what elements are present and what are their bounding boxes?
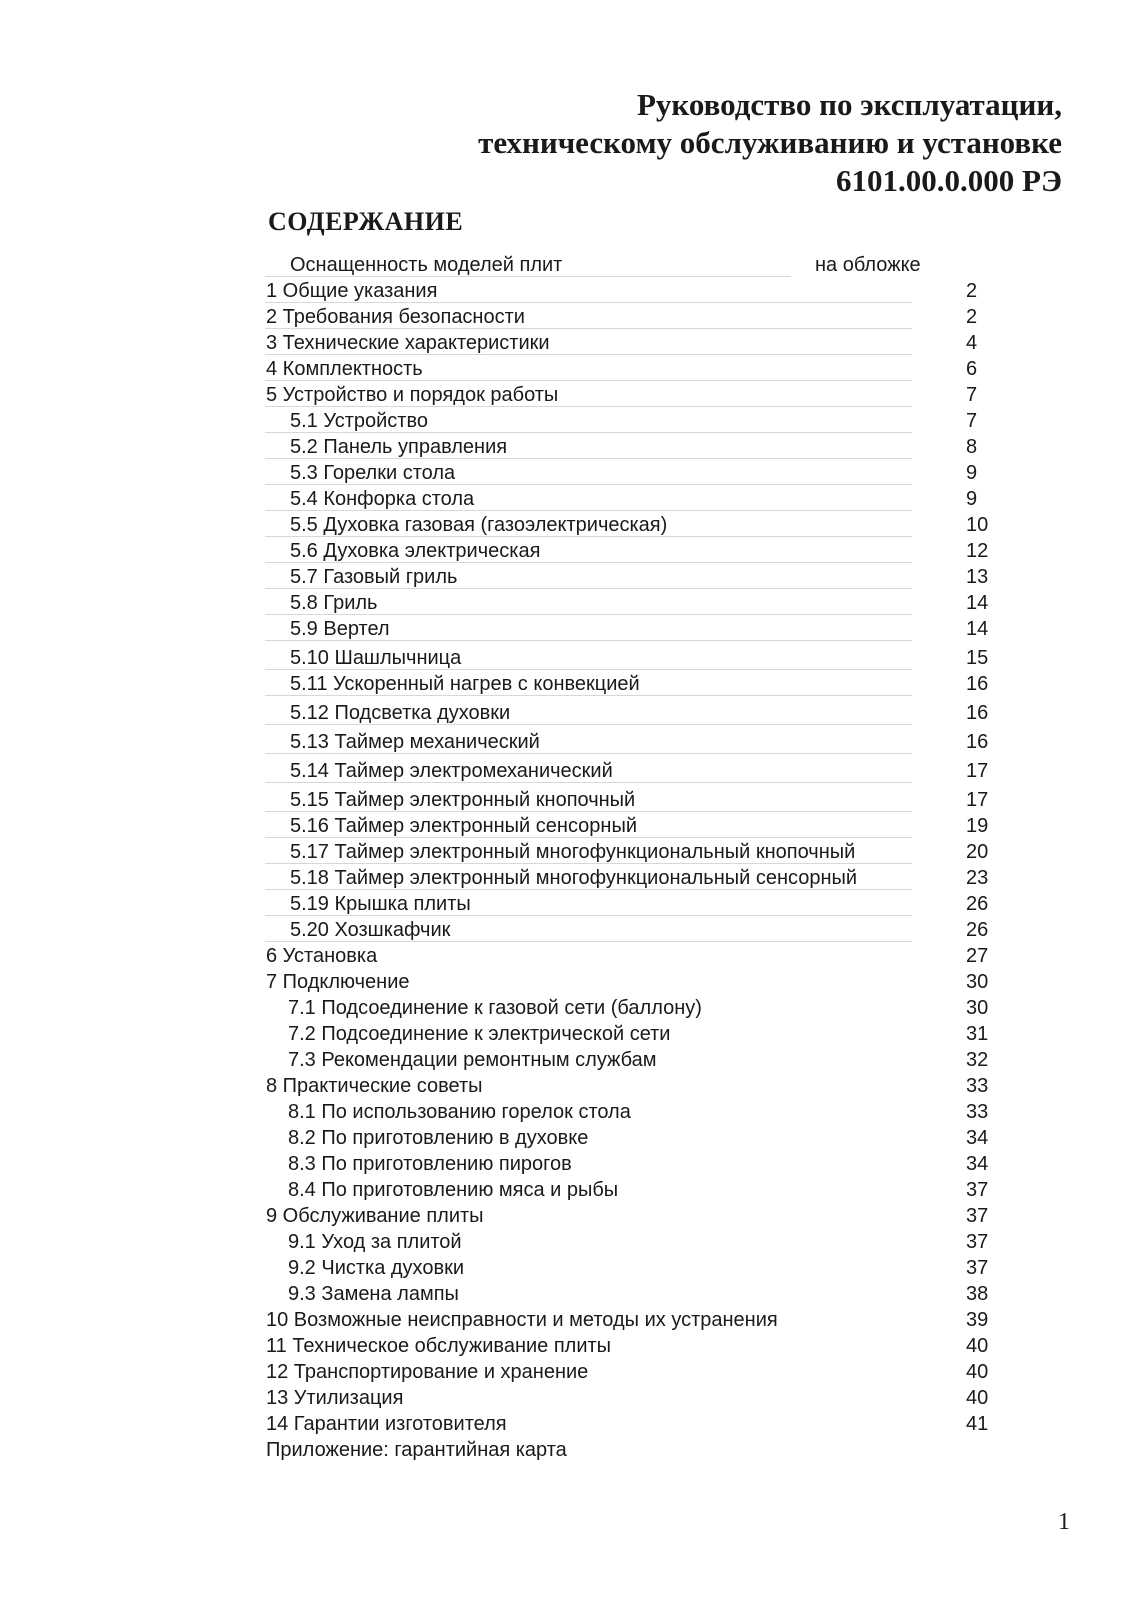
toc-entry-title: 3 Технические характеристики [266,332,550,354]
toc-entry-page: 17 [966,789,989,811]
toc-entry-title: 5.15 Таймер электронный кнопочный [290,789,636,811]
toc-entry-page: 10 [966,514,989,536]
toc-entry [0,1021,1132,1047]
toc-entry-page: 2 [966,306,978,328]
toc-entry [0,1359,1132,1385]
toc-entry-title: 5.1 Устройство [290,410,428,432]
toc-entry-title: 5.5 Духовка газовая (газоэлектрическая) [290,514,668,536]
toc-entry-page: 8 [966,436,978,458]
toc-entry-title: 13 Утилизация [266,1387,404,1409]
toc-entry-page: 26 [966,893,989,915]
toc-entry-title: 5.8 Гриль [290,592,378,614]
toc-entry [0,304,1132,330]
document-title-line-2: техническому обслуживанию и установке [478,125,1062,160]
toc-entry-page: 37 [966,1257,989,1279]
toc-entry-page: 19 [966,815,989,837]
toc-entry [0,252,1132,278]
toc-entry [0,330,1132,356]
toc-entry-page: 15 [966,647,989,669]
toc-entry-title: 5.9 Вертел [290,618,390,640]
toc-entry [0,758,1132,784]
toc-entry-page: 20 [966,841,989,863]
toc-entry-title: 8.2 По приготовлению в духовке [288,1127,589,1149]
toc-entry-page: 40 [966,1387,989,1409]
toc-entry-page: 12 [966,540,989,562]
toc-entry [0,356,1132,382]
toc-entry-page: 34 [966,1127,989,1149]
toc-entry-title: Приложение: гарантийная карта [266,1439,567,1461]
toc-entry [0,1151,1132,1177]
toc-entry [0,700,1132,726]
toc-entry-title: 5.10 Шашлычница [290,647,462,669]
toc-entry-title: Оснащенность моделей плит [290,254,563,276]
toc-entry-title: 5.18 Таймер электронный многофункциональный сенсорный [290,867,858,889]
toc-entry-page: 7 [966,410,978,432]
toc-entry [0,616,1132,642]
toc-entry-page: 37 [966,1231,989,1253]
toc-entry [0,865,1132,891]
toc-entry [0,538,1132,564]
toc-entry-page: 13 [966,566,989,588]
toc-entry-title: 7 Подключение [266,971,410,993]
toc-entry [0,1281,1132,1307]
toc-entry-title: 5.14 Таймер электромеханический [290,760,613,782]
toc-entry-page: 16 [966,731,989,753]
toc-entry [0,590,1132,616]
toc-entry [0,1307,1132,1333]
toc-entry-page: 6 [966,358,978,380]
toc-entry [0,645,1132,671]
toc-entry-page: 41 [966,1413,989,1435]
toc-entry [0,1385,1132,1411]
toc-entry [0,1255,1132,1281]
toc-entry [0,1177,1132,1203]
toc-entry-page: на обложке [815,254,921,276]
toc-entry [0,787,1132,813]
toc-entry-title: 5.19 Крышка плиты [290,893,471,915]
toc-entry-page: 7 [966,384,978,406]
toc-entry-page: 34 [966,1153,989,1175]
toc-entry-title: 9.2 Чистка духовки [288,1257,465,1279]
toc-entry-page: 14 [966,618,989,640]
toc-entry-page: 16 [966,702,989,724]
toc-entry [0,1073,1132,1099]
toc-entry [0,1437,1132,1463]
toc-entry [0,408,1132,434]
toc-entry [0,671,1132,697]
toc-entry-title: 5.20 Хозшкафчик [290,919,451,941]
toc-entry-page: 37 [966,1205,989,1227]
toc-entry-title: 8 Практические советы [266,1075,483,1097]
toc-entry [0,1333,1132,1359]
toc-entry-page: 40 [966,1335,989,1357]
toc-entry [0,1099,1132,1125]
page-number: 1 [1058,1509,1070,1535]
document-title-line-3: 6101.00.0.000 РЭ [836,163,1062,198]
toc-entry [0,512,1132,538]
toc-entry-title: 5.6 Духовка электрическая [290,540,541,562]
toc-entry-page: 30 [966,971,989,993]
toc-entry-page: 9 [966,462,978,484]
toc-entry-title: 5.11 Ускоренный нагрев с конвекцией [290,673,640,695]
toc-entry-title: 8.4 По приготовлению мяса и рыбы [288,1179,619,1201]
toc-entry-page: 37 [966,1179,989,1201]
toc-entry-page: 2 [966,280,978,302]
toc-entry-title: 10 Возможные неисправности и методы их устранения [266,1309,778,1331]
toc-entry-title: 11 Техническое обслуживание плиты [266,1335,612,1357]
toc-entry [0,1411,1132,1437]
toc-entry-title: 9 Обслуживание плиты [266,1205,484,1227]
toc-entry-title: 7.1 Подсоединение к газовой сети (баллону) [288,997,702,1019]
toc-entry [0,460,1132,486]
toc-entry-page: 33 [966,1075,989,1097]
toc-entry [0,839,1132,865]
toc-entry-page: 9 [966,488,978,510]
toc-entry-page: 38 [966,1283,989,1305]
toc-entry-page: 17 [966,760,989,782]
toc-entry-title: 5.13 Таймер механический [290,731,540,753]
toc-entry-title: 7.3 Рекомендации ремонтным службам [288,1049,657,1071]
toc-entry-title: 5.16 Таймер электронный сенсорный [290,815,638,837]
toc-entry-page: 27 [966,945,989,967]
toc-entry-title: 5.3 Горелки стола [290,462,456,484]
toc-entry [0,891,1132,917]
toc-entry [0,382,1132,408]
toc-entry-title: 5.4 Конфорка стола [290,488,475,510]
toc-entry-page: 23 [966,867,989,889]
toc-entry [0,995,1132,1021]
toc-entry [0,486,1132,512]
toc-entry-page: 4 [966,332,978,354]
toc-entry-page: 30 [966,997,989,1019]
toc-entry-page: 40 [966,1361,989,1383]
toc-entry-page: 16 [966,673,989,695]
toc-entry-title: 12 Транспортирование и хранение [266,1361,589,1383]
toc-entry [0,969,1132,995]
toc-entry-page: 14 [966,592,989,614]
toc-entry-title: 5.17 Таймер электронный многофункциональный кнопочный [290,841,856,863]
toc-entry-title: 5.7 Газовый гриль [290,566,458,588]
toc-entry-page: 39 [966,1309,989,1331]
toc-entry [0,1047,1132,1073]
toc-entry-title: 8.1 По использованию горелок стола [288,1101,631,1123]
toc-entry [0,917,1132,943]
toc-entry-page: 33 [966,1101,989,1123]
toc-entry [0,1229,1132,1255]
toc-entry [0,1125,1132,1151]
toc-entry-title: 6 Установка [266,945,378,967]
document-title-line-1: Руководство по эксплуатации, [636,87,1062,122]
toc-entry [0,564,1132,590]
toc-entry [0,729,1132,755]
toc-entry-title: 2 Требования безопасности [266,306,525,328]
toc-entry [0,1203,1132,1229]
toc-entry-title: 8.3 По приготовлению пирогов [288,1153,572,1175]
toc-entry-title: 14 Гарантии изготовителя [266,1413,507,1435]
toc-entry-page: 26 [966,919,989,941]
toc-entry-title: 7.2 Подсоединение к электрической сети [288,1023,671,1045]
toc-entry [0,434,1132,460]
toc-entry-title: 1 Общие указания [266,280,438,302]
toc-entry [0,943,1132,969]
toc-entry-title: 5.2 Панель управления [290,436,508,458]
toc-heading: СОДЕРЖАНИЕ [268,207,464,236]
toc-entry [0,813,1132,839]
toc-entry-title: 9.3 Замена лампы [288,1283,459,1305]
toc-entry-title: 5 Устройство и порядок работы [266,384,559,406]
toc-entry [0,278,1132,304]
toc-entry-page: 31 [966,1023,989,1045]
toc-entry-title: 9.1 Уход за плитой [288,1231,462,1253]
toc-entry-title: 4 Комплектность [266,358,423,380]
toc-entry-title: 5.12 Подсветка духовки [290,702,511,724]
toc-entry-page: 32 [966,1049,989,1071]
